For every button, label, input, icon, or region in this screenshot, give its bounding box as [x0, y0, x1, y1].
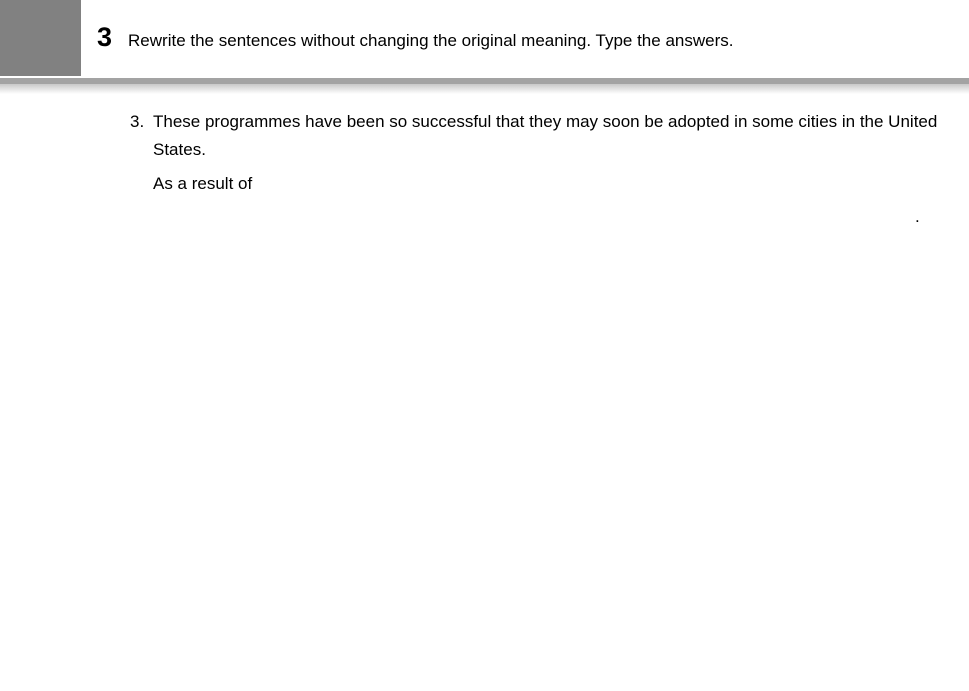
exercise-instruction: Rewrite the sentences without changing the original meaning. Type the answers.: [128, 31, 734, 50]
question-sentence: These programmes have been so successful that they may soon be adopted in some cities in the United States.: [153, 112, 938, 159]
answer-input[interactable]: [257, 173, 912, 195]
exercise-number: 3: [97, 22, 113, 52]
answer-prompt: As a result of: [153, 174, 253, 193]
question-body: [153, 108, 953, 198]
answer-line: [153, 170, 953, 198]
exercise-header: [97, 22, 733, 53]
question-number: 3.: [130, 112, 145, 131]
header-divider-shadow: [0, 84, 969, 94]
corner-block: [0, 0, 81, 76]
answer-period: .: [915, 207, 920, 226]
question-item: [130, 108, 953, 198]
